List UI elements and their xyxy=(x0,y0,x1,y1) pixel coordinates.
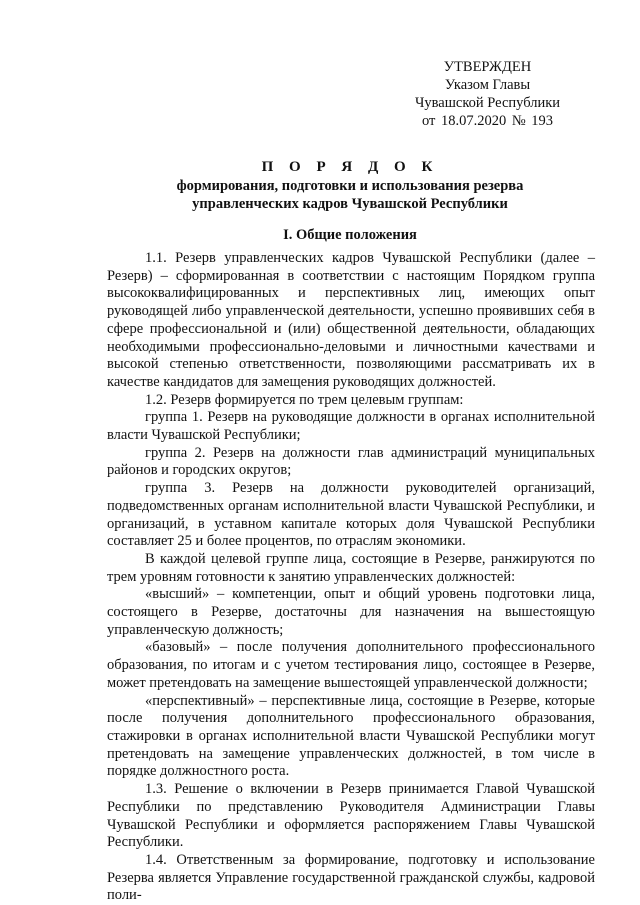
paragraph-group-1: группа 1. Резерв на руководящие должности в органах исполнительной власти Чувашской Республики; xyxy=(107,409,595,444)
title-subtitle-line1: формирования, подготовки и использования резерва xyxy=(176,178,524,194)
paragraph-group-2: группа 2. Резерв на должности глав администраций муниципальных районов и городских округов; xyxy=(107,444,595,479)
document-body xyxy=(107,250,595,905)
paragraph-level-highest: «высший» – компетенции, опыт и общий уровень подготовки лица, состоящего в Резерве, достаточны для назначения на вышестоящую управленческую должность; xyxy=(107,586,595,638)
approval-date-number: от 18.07.2020 № 193 xyxy=(421,113,554,129)
title-subtitle-line2: управленческих кадров Чувашской Республики xyxy=(192,196,508,212)
approval-republic: Чувашской Республики xyxy=(414,95,561,111)
paragraph-1-3: 1.3. Решение о включении в Резерв принимается Главой Чувашской Республики по представлению Руководителя Администрации Главы Чувашской Республики и оформляется распоряжением Главы Чувашской Республики. xyxy=(107,781,595,851)
approval-approved: УТВЕРЖДЕН xyxy=(443,59,532,75)
section-heading: I. Общие положения xyxy=(283,227,417,243)
title-main: П О Р Я Д О К xyxy=(261,159,439,175)
paragraph-level-basic: «базовый» – после получения дополнительного профессионального образования, по итогам и с учетом тестирования лицо, состоящее в Резерве, может претендовать на замещение вышестоящей управленческой должности; xyxy=(107,639,595,691)
paragraph-level-prospective: «перспективный» – перспективные лица, состоящие в Резерве, которые после получения дополнительного профессионального образования, стажировки в органах исполнительной власти Чувашской Республики могут претендовать на замещение управленческих должностей, в том числе в порядке должностного роста. xyxy=(107,692,595,780)
paragraph-1-1: 1.1. Резерв управленческих кадров Чувашской Республики (далее – Резерв) – сформированная в соответствии с настоящим Порядком группа высококвалифицированных и перспективных лиц, имеющих опыт руководящей либо управленческой деятельности, успешно проявивших себя в сфере профессиональной и (или) общественной деятельности, обладающих необходимыми профессионально-деловыми и личностными качествами и высокой степенью ответственности, позволяющими рассматривать их в качестве кандидатов для замещения руководящих должностей. xyxy=(107,250,595,390)
approval-stamp xyxy=(380,58,595,130)
paragraph-1-2: 1.2. Резерв формируется по трем целевым группам: xyxy=(145,391,464,408)
paragraph-group-3: группа 3. Резерв на должности руководителей организаций, подведомственных органам исполнительной власти Чувашской Республики, и организаций, в уставном капитале которых доля Чувашской Республики составляет 25 и более процентов, по отраслям экономики. xyxy=(107,480,595,550)
paragraph-1-4: 1.4. Ответственным за формирование, подготовку и использование Резерва является Управление государственной гражданской службы, кадровой поли- xyxy=(107,851,595,904)
paragraph-readiness-levels: В каждой целевой группе лица, состоящие в Резерве, ранжируются по трем уровням готовности к занятию управленческих должностей: xyxy=(107,550,595,585)
approval-by-decree: Указом Главы xyxy=(444,77,531,93)
document-title xyxy=(100,158,600,213)
